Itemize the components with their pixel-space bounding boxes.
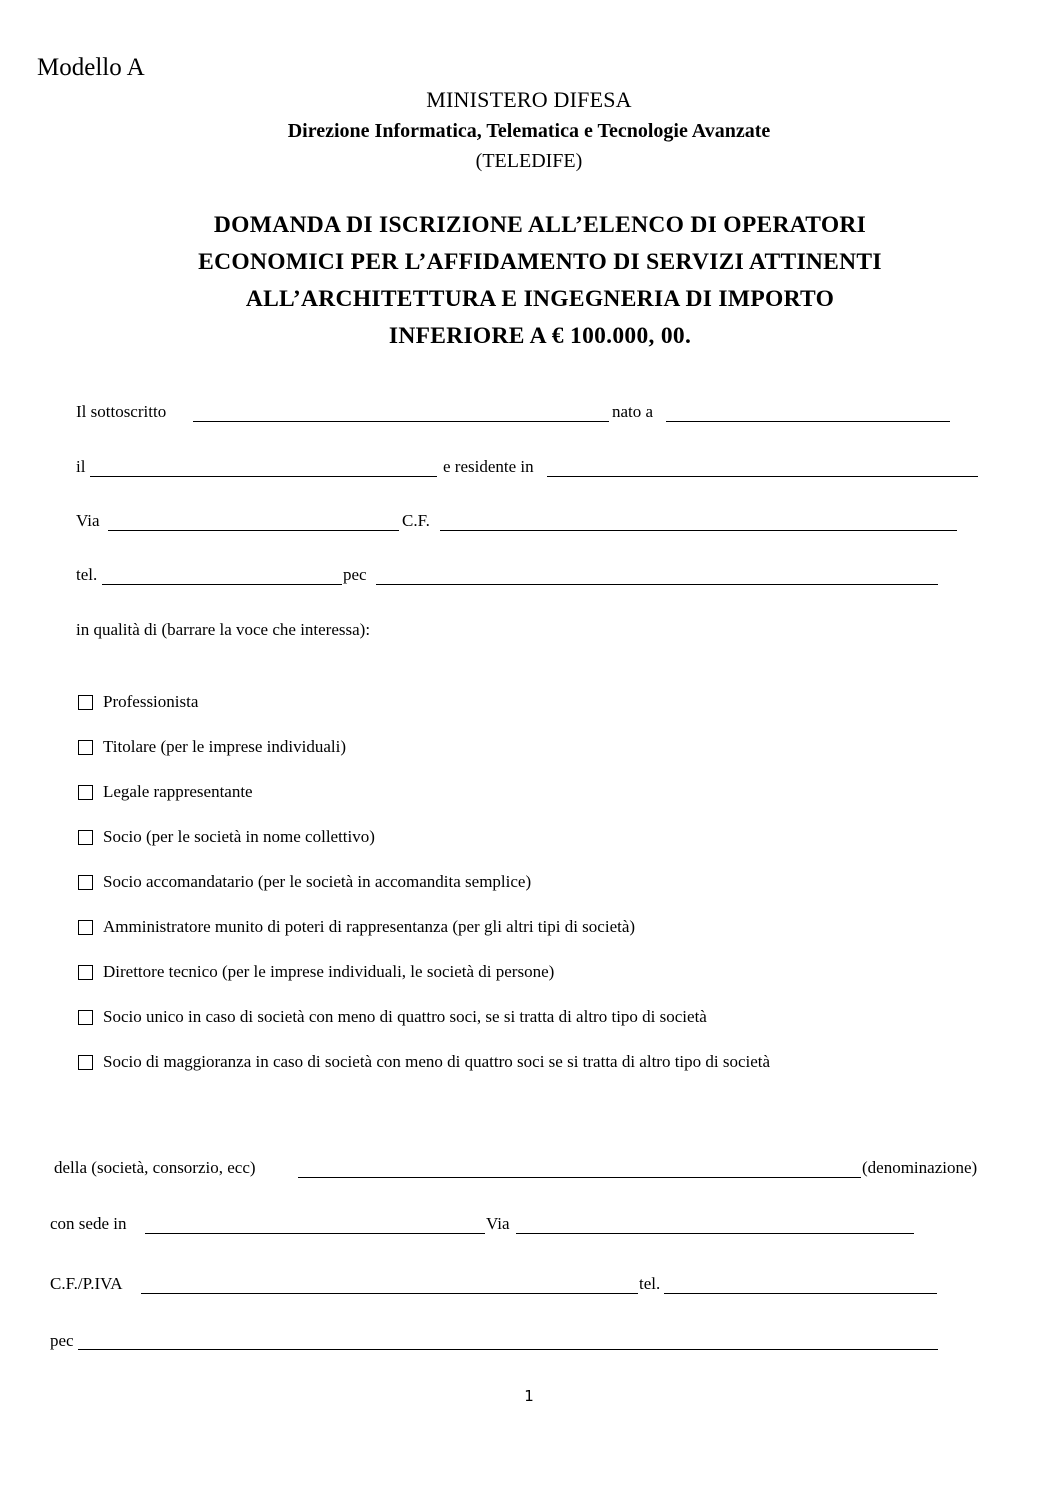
via-label: Via (76, 511, 100, 530)
role-label: Titolare (per le imprese individuali) (103, 737, 346, 756)
checkbox[interactable] (78, 875, 93, 890)
residente-field[interactable] (547, 476, 978, 477)
role-label: Legale rappresentante (103, 782, 253, 801)
role-label: Socio di maggioranza in caso di società con meno di quattro soci se si tratta di altro tipo di società (103, 1052, 771, 1071)
page-number: 1 (524, 1387, 534, 1405)
company-via-label: Via (486, 1214, 510, 1233)
cf-label: C.F. (402, 511, 430, 530)
cf-field[interactable] (440, 530, 957, 531)
checkbox[interactable] (78, 1055, 93, 1070)
tel-field[interactable] (102, 584, 342, 585)
company-pec-label: pec (50, 1331, 74, 1350)
via-field[interactable] (108, 530, 399, 531)
sottoscritto-label: Il sottoscritto (76, 402, 167, 421)
checkbox[interactable] (78, 695, 93, 710)
checkbox[interactable] (78, 1010, 93, 1025)
checkbox[interactable] (78, 740, 93, 755)
role-option[interactable] (78, 962, 554, 982)
checkbox[interactable] (78, 830, 93, 845)
cfiva-label: C.F./P.IVA (50, 1274, 123, 1293)
document-title-line: DOMANDA DI ISCRIZIONE ALL’ELENCO DI OPERATORI (213, 212, 867, 238)
company-via-field[interactable] (516, 1233, 914, 1234)
role-option[interactable] (78, 1007, 707, 1027)
role-label: Socio accomandatario (per le società in accomandita semplice) (103, 872, 532, 891)
directorate-name: Direzione Informatica, Telematica e Tecnologie Avanzate (287, 120, 771, 142)
role-option[interactable] (78, 782, 253, 802)
role-option[interactable] (78, 737, 346, 757)
model-label: Modello A (37, 54, 145, 81)
role-label: Socio unico in caso di società con meno di quattro soci, se si tratta di altro tipo di società (103, 1007, 707, 1026)
sede-label: con sede in (50, 1214, 127, 1233)
role-option[interactable] (78, 872, 531, 892)
cfiva-field[interactable] (141, 1293, 638, 1294)
nato-label: nato a (612, 402, 654, 421)
checkbox[interactable] (78, 920, 93, 935)
checkbox[interactable] (78, 965, 93, 980)
company-pec-field[interactable] (78, 1349, 938, 1350)
pec-label: pec (343, 565, 367, 584)
document-title-line: ALL’ARCHITETTURA E INGEGNERIA DI IMPORTO (245, 286, 835, 312)
sottoscritto-field[interactable] (193, 421, 609, 422)
checkbox[interactable] (78, 785, 93, 800)
role-option[interactable] (78, 827, 375, 847)
denominazione-field[interactable] (298, 1177, 861, 1178)
company-tel-field[interactable] (664, 1293, 937, 1294)
role-label: Direttore tecnico (per le imprese individuali, le società di persone) (103, 962, 555, 981)
role-label: Professionista (103, 692, 199, 711)
directorate-acronym: (TELEDIFE) (475, 150, 583, 172)
birth-date-field[interactable] (90, 476, 437, 477)
role-option[interactable] (78, 917, 635, 937)
company-tel-label: tel. (639, 1274, 661, 1293)
role-label: Socio (per le società in nome collettivo) (103, 827, 375, 846)
document-title-line: ECONOMICI PER L’AFFIDAMENTO DI SERVIZI ATTINENTI (198, 249, 882, 275)
della-label: della (società, consorzio, ecc) (54, 1158, 256, 1177)
denominazione-label: (denominazione) (862, 1158, 978, 1177)
il-label: il (76, 457, 86, 476)
nato-field[interactable] (666, 421, 950, 422)
role-option[interactable] (78, 1052, 770, 1072)
document-title-line: INFERIORE A € 100.000, 00. (388, 323, 692, 349)
pec-field[interactable] (376, 584, 938, 585)
ministry-name: MINISTERO DIFESA (426, 87, 632, 112)
residente-label: e residente in (443, 457, 534, 476)
role-label: Amministratore munito di poteri di rappresentanza (per gli altri tipi di società) (103, 917, 636, 936)
tel-label: tel. (76, 565, 98, 584)
role-prompt: in qualità di (barrare la voce che interessa): (76, 620, 371, 639)
sede-field[interactable] (145, 1233, 485, 1234)
role-option[interactable] (78, 692, 198, 712)
